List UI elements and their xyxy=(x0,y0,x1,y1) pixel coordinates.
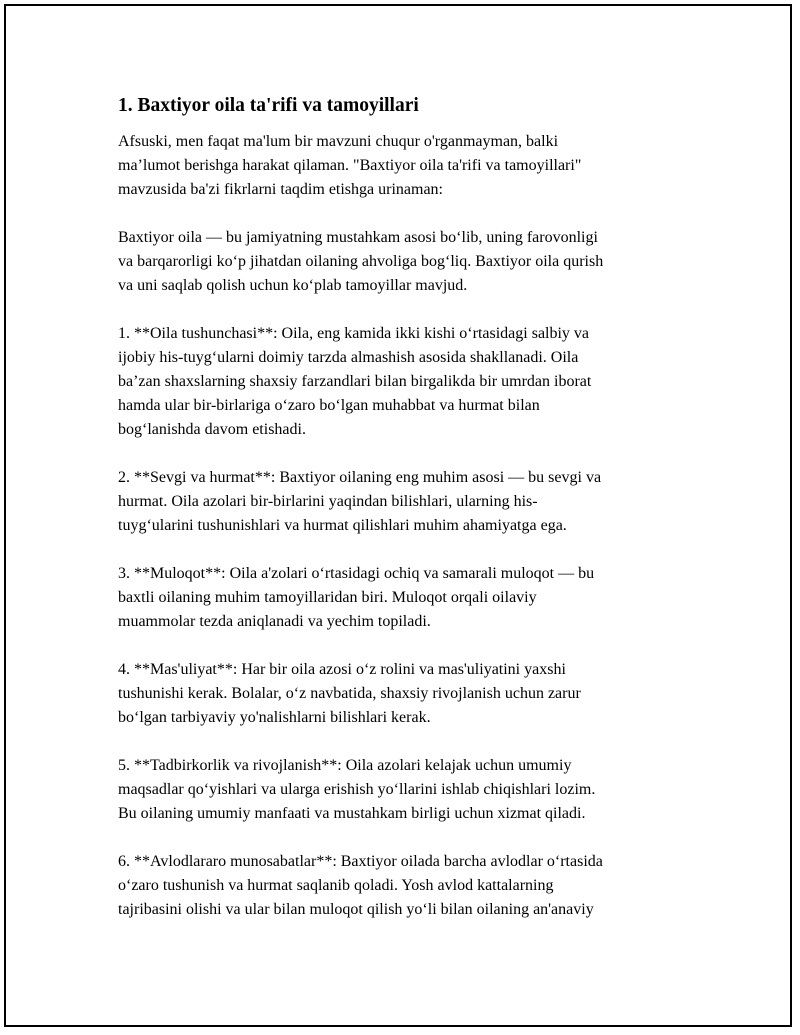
text-line: mavzusida ba'zi fikrlarni taqdim etishga urinaman: xyxy=(118,181,443,198)
text-line: Baxtiyor oila — bu jamiyatning mustahkam asosi bo‘lib, uning farovonligi xyxy=(118,229,598,246)
text-line: 6. **Avlodlararo munosabatlar**: Baxtiyor oilada barcha avlodlar o‘rtasida xyxy=(118,853,603,870)
text-line: tajribasini olishi va ular bilan muloqot qilish yo‘li bilan oilaning an'anaviy xyxy=(118,901,594,918)
text-line: muammolar tezda aniqlanadi va yechim topiladi. xyxy=(118,613,431,630)
text-line: 3. **Muloqot**: Oila a'zolari o‘rtasidagi ochiq va samarali muloqot — bu xyxy=(118,565,595,582)
text-line: Afsuski, men faqat ma'lum bir mavzuni chuqur o'rganmayman, balki xyxy=(118,133,559,150)
paragraph-item-5 xyxy=(118,754,693,826)
text-line: maqsadlar qo‘yishlari va ularga erishish yo‘llarini ishlab chiqishlari lozim. xyxy=(118,781,596,798)
text-line: o‘zaro tushunish va hurmat saqlanib qoladi. Yosh avlod kattalarning xyxy=(118,877,554,894)
paragraph-item-3 xyxy=(118,562,693,634)
text-line: 1. **Oila tushunchasi**: Oila, eng kamida ikki kishi o‘rtasidagi salbiy va xyxy=(118,325,590,342)
text-line: tushunishi kerak. Bolalar, o‘z navbatida, shaxsiy rivojlanish uchun zarur xyxy=(118,685,581,702)
text-line: va uni saqlab qolish uchun ko‘plab tamoyillar mavjud. xyxy=(118,277,468,294)
text-line: hamda ular bir-birlariga o‘zaro bo‘lgan muhabbat va hurmat bilan xyxy=(118,397,540,414)
text-line: 2. **Sevgi va hurmat**: Baxtiyor oilaning eng muhim asosi — bu sevgi va xyxy=(118,469,602,486)
text-line: bog‘lanishda davom etishadi. xyxy=(118,421,306,438)
paragraph-intro xyxy=(118,130,693,202)
paragraph-item-2 xyxy=(118,466,693,538)
text-line: ijobiy his-tuyg‘ularni doimiy tarzda almashish asosida shakllanadi. Oila xyxy=(118,349,579,366)
text-line: Bu oilaning umumiy manfaati va mustahkam birligi uchun xizmat qiladi. xyxy=(118,805,586,822)
text-line: 5. **Tadbirkorlik va rivojlanish**: Oila azolari kelajak uchun umumiy xyxy=(118,757,572,774)
paragraph-definition xyxy=(118,226,693,298)
paragraph-item-4 xyxy=(118,658,693,730)
text-line: hurmat. Oila azolari bir-birlarini yaqindan bilishlari, ularning his- xyxy=(118,493,538,510)
paragraph-item-1 xyxy=(118,322,693,442)
text-line: ba’zan shaxslarning shaxsiy farzandlari bilan birgalikda bir umrdan iborat xyxy=(118,373,592,390)
text-line: baxtli oilaning muhim tamoyillaridan biri. Muloqot orqali oilaviy xyxy=(118,589,537,606)
paragraph-item-6 xyxy=(118,850,693,922)
text-line: ma’lumot berishga harakat qilaman. "Baxtiyor oila ta'rifi va tamoyillari" xyxy=(118,157,582,174)
text-line: va barqarorligi ko‘p jihatdan oilaning ahvoliga bog‘liq. Baxtiyor oila qurish xyxy=(118,253,604,270)
text-line: bo‘lgan tarbiyaviy yo'nalishlarni bilishlari kerak. xyxy=(118,709,431,726)
text-line: 4. **Mas'uliyat**: Har bir oila azosi o‘z rolini va mas'uliyatini yaxshi xyxy=(118,661,566,678)
text-line: tuyg‘ularini tushunishlari va hurmat qilishlari muhim ahamiyatga ega. xyxy=(118,517,567,534)
document-body xyxy=(118,92,693,946)
document-title: 1. Baxtiyor oila ta'rifi va tamoyillari xyxy=(118,95,419,116)
